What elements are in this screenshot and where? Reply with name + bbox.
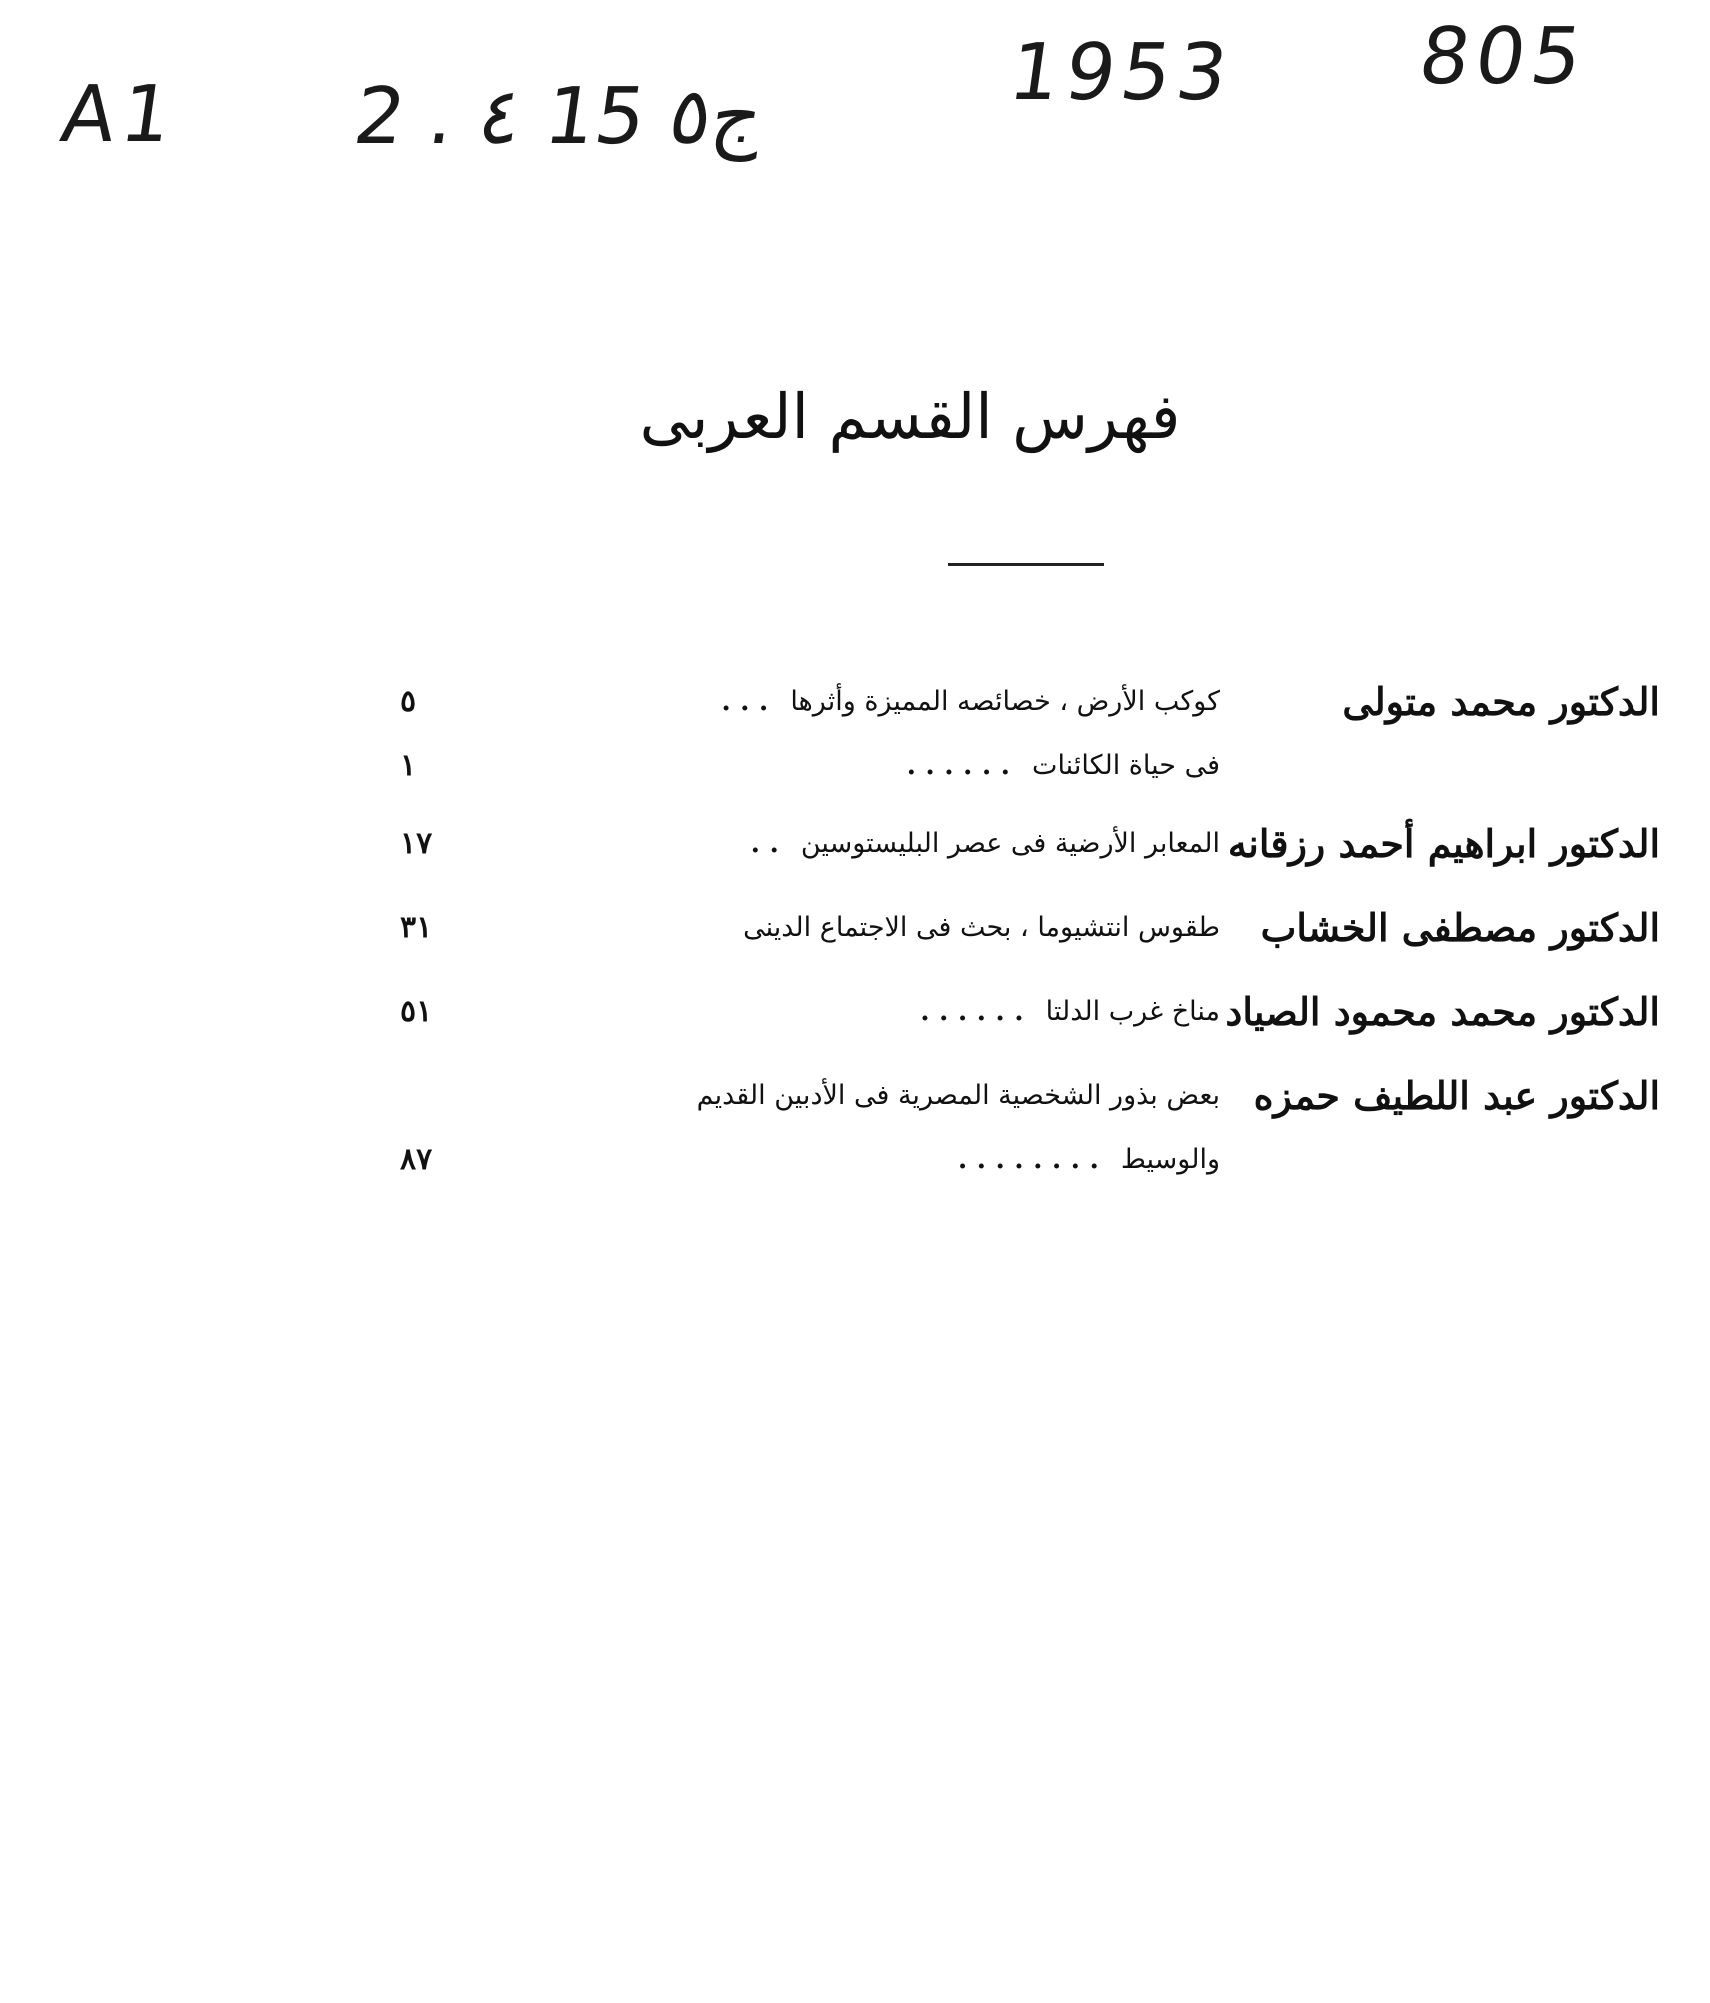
leader-dots: . . . . . . <box>906 750 1011 781</box>
toc-entry <box>380 980 1660 1044</box>
entry-title-line: مناخ غرب الدلتا. . . . . . <box>920 996 1220 1027</box>
handwritten-year: 1953 <box>1003 28 1239 118</box>
page-mark: ٥١ <box>400 994 433 1029</box>
toc-entry <box>380 812 1660 876</box>
entry-title-line: طقوس انتشيوما ، بحث فى الاجتماع الدينى <box>580 896 1220 960</box>
page-mark: ٣١ <box>400 910 433 945</box>
table-of-contents <box>380 670 1660 1212</box>
leader-dots: . . <box>750 828 779 859</box>
page-mark: ١ <box>400 748 417 783</box>
entry-title-line: والوسيط. . . . . . . . <box>957 1144 1220 1175</box>
leader-dots: . . . . . . <box>920 996 1024 1027</box>
entry-title <box>580 670 1220 798</box>
entry-title-line: فى حياة الكائنات. . . . . . <box>906 750 1220 781</box>
entry-author: الدكتور محمد محمود الصياد <box>1225 989 1660 1034</box>
leader-dots <box>675 1080 697 1111</box>
handwritten-call-code: 2 . ٤ 15 ج٥ <box>348 72 769 162</box>
entry-title-line: المعابر الأرضية فى عصر البليستوسين. . <box>750 828 1220 859</box>
entry-page-number <box>380 896 580 960</box>
handwritten-shelf-mark: A1 <box>55 70 184 160</box>
toc-entry <box>380 670 1660 798</box>
leader-dots <box>721 912 743 943</box>
title-divider <box>948 563 1104 566</box>
entry-title <box>580 812 1220 876</box>
entry-title-line: بعض بذور الشخصية المصرية فى الأدبين القديم <box>580 1064 1220 1128</box>
leader-dots: . . . . . . . . <box>957 1144 1099 1175</box>
page-mark <box>400 1064 580 1128</box>
entry-title <box>580 980 1220 1044</box>
handwritten-number: 805 <box>1413 12 1594 102</box>
toc-entry <box>380 1064 1660 1192</box>
entry-author: الدكتور محمد متولى <box>1342 679 1660 724</box>
entry-page-number <box>380 670 580 798</box>
entry-title <box>580 1064 1220 1192</box>
entry-title-line: كوكب الأرض ، خصائصه المميزة وأثرها. . . <box>721 686 1220 717</box>
entry-page-number <box>380 980 580 1044</box>
page-mark: ٨٧ <box>400 1142 433 1177</box>
page-mark: ٥ <box>400 684 417 719</box>
leader-dots: . . . <box>721 686 769 717</box>
toc-entry <box>380 896 1660 960</box>
entry-title <box>580 896 1220 960</box>
page-title: فهرس القسم العربى <box>639 380 1181 453</box>
entry-author: الدكتور ابراهيم أحمد رزقانه <box>1227 821 1660 866</box>
entry-author: الدكتور عبد اللطيف حمزه <box>1253 1073 1660 1118</box>
page-mark: ١٧ <box>400 826 433 861</box>
entry-author: الدكتور مصطفى الخشاب <box>1260 905 1660 950</box>
entry-page-number <box>380 1064 580 1192</box>
entry-page-number <box>380 812 580 876</box>
